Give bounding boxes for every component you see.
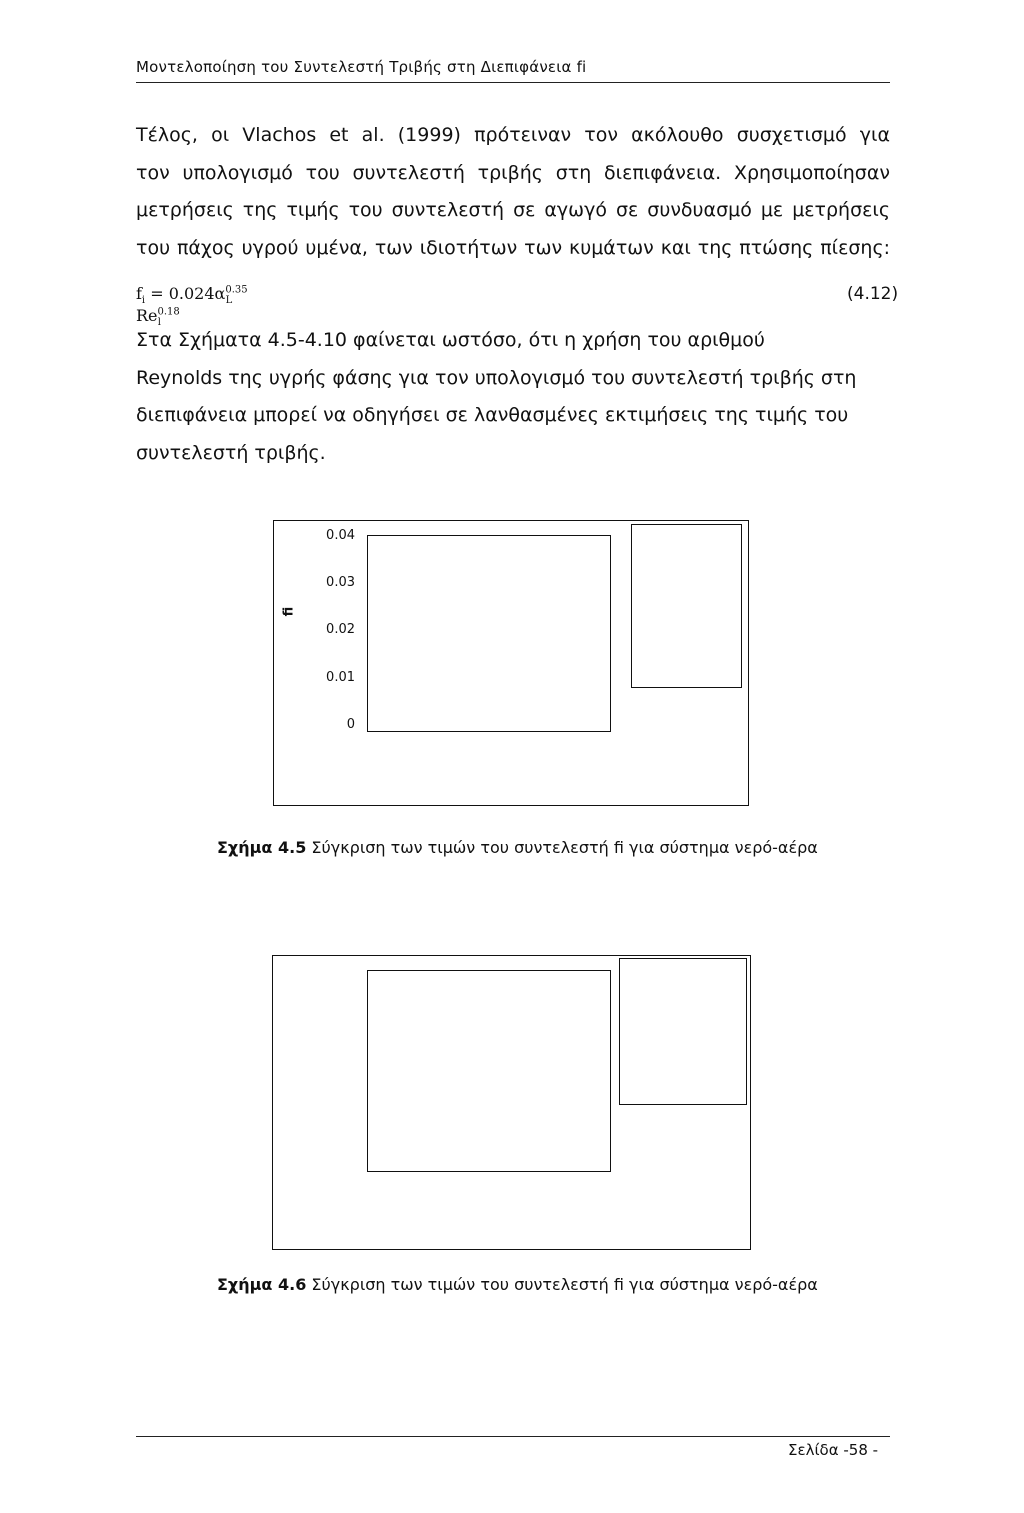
equation-number: (4.12) xyxy=(847,284,899,304)
paragraph-2-line: διεπιφάνεια μπορεί να οδηγήσει σε λανθασμένες εκτιμήσεις της τιμής του xyxy=(136,404,849,426)
figure-4-6-plot-area xyxy=(367,970,611,1172)
paragraph-1 xyxy=(136,117,890,267)
running-header: Μοντελοποίηση του Συντελεστή Τριβής στη Διεπιφάνεια fi xyxy=(136,58,890,83)
paragraph-1-line: Τέλος, οι Vlachos et al. (1999) πρότειναν τον ακόλουθο συσχετισμό για xyxy=(136,124,890,146)
footer-rule xyxy=(136,1436,890,1437)
figure-4-5-caption-text: Σύγκριση των τιμών του συντελεστή fi για σύστημα νερό-αέρα xyxy=(306,838,818,857)
figure-4-5-y-tick: 0.01 xyxy=(326,670,355,685)
figure-4-5-y-tick: 0.03 xyxy=(326,575,355,590)
page-number: Σελίδα -58 - xyxy=(788,1441,879,1459)
figure-4-5-legend-box xyxy=(631,524,742,688)
paragraph-2-line: Reynolds της υγρής φάσης για τον υπολογισμό του συντελεστή τριβής στη xyxy=(136,366,857,389)
equation-4-12 xyxy=(136,278,899,329)
figure-4-6-caption-label: Σχήμα 4.6 xyxy=(217,1275,307,1294)
paragraph-2-line: συντελεστή τριβής. xyxy=(136,441,326,464)
figure-4-5-y-axis-label: fi xyxy=(281,606,297,617)
figure-4-5-y-tick: 0 xyxy=(346,717,355,732)
figure-4-5-caption-label: Σχήμα 4.5 xyxy=(217,838,307,857)
figure-4-6-legend-box xyxy=(619,958,747,1105)
paragraph-1-line: μετρήσεις της τιμής του συντελεστή σε αγωγό σε συνδυασμό με μετρήσεις xyxy=(136,199,890,221)
figure-4-5-plot-area xyxy=(367,535,611,732)
figure-4-6-caption xyxy=(217,1275,818,1294)
paragraph-1-line: τον υπολογισμό του συντελεστή τριβής στη διεπιφάνεια. Χρησιμοποίησαν xyxy=(136,161,890,184)
figure-4-6-caption-text: Σύγκριση των τιμών του συντελεστή fi για σύστημα νερό-αέρα xyxy=(306,1275,818,1294)
paragraph-1-line: του πάχος υγρού υμένα, των ιδιοτήτων των κυμάτων και της πτώσης πίεσης: xyxy=(136,236,890,259)
figure-4-5-caption xyxy=(217,838,818,857)
paragraph-2 xyxy=(136,322,890,472)
figure-4-5-y-tick: 0.04 xyxy=(326,528,355,543)
figure-4-5-y-tick: 0.02 xyxy=(326,622,355,637)
equation-formula: $f_i = 0.024\alpha^{0.35}_L$ $Re^{0.18}_l$ xyxy=(136,284,248,329)
paragraph-2-line: Στα Σχήματα 4.5-4.10 φαίνεται ωστόσο, ότι η χρήση του αριθμού xyxy=(136,329,765,351)
